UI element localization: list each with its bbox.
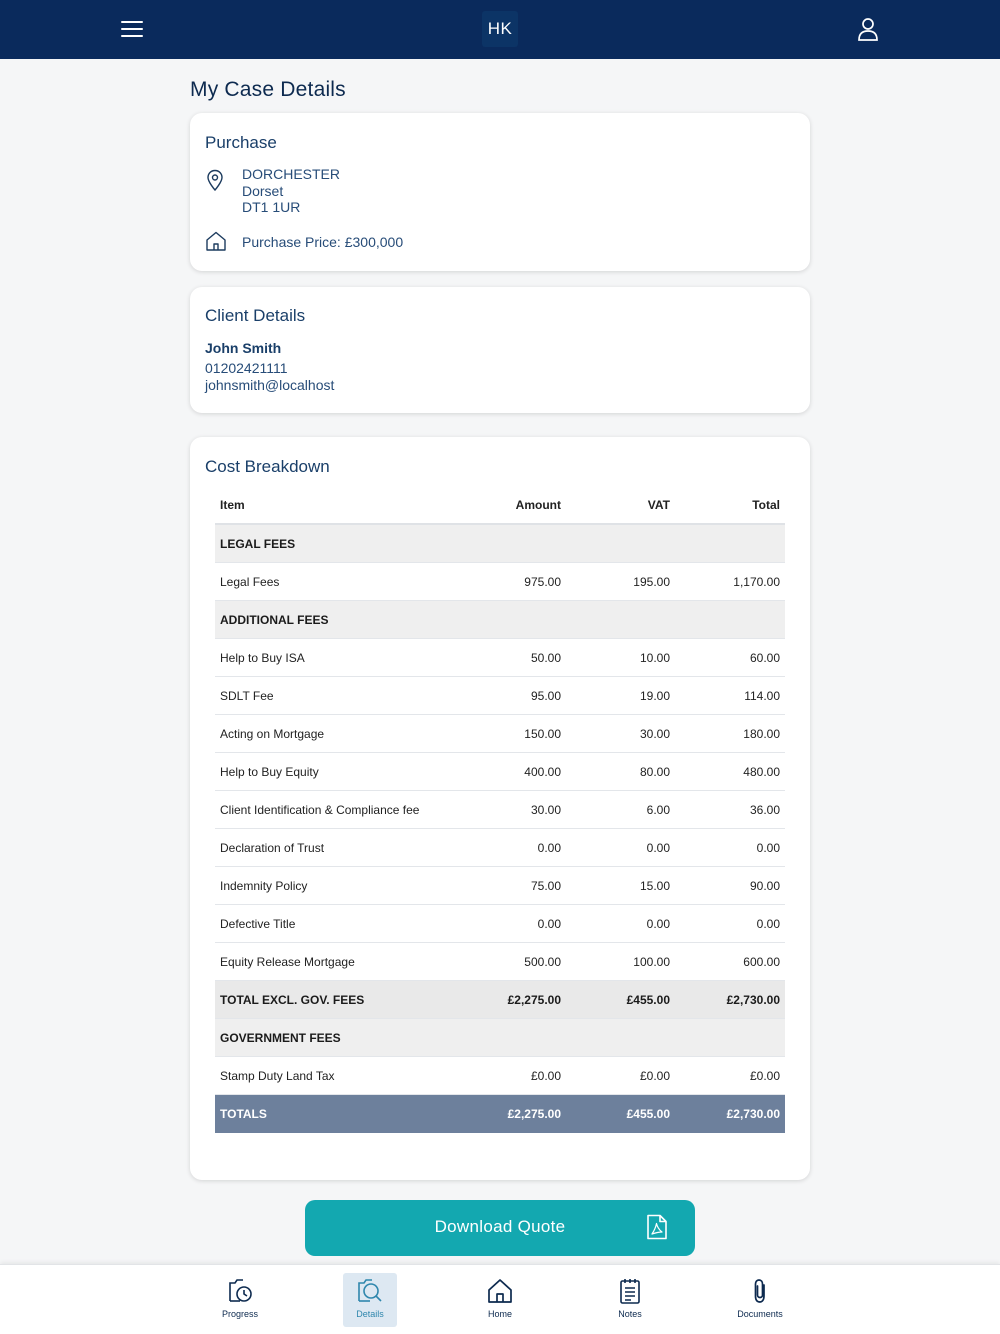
cell-total: 180.00 (743, 726, 780, 741)
app-logo[interactable]: HK (482, 11, 518, 47)
cost-breakdown-card (190, 437, 810, 1180)
cell-total: £0.00 (749, 1068, 780, 1083)
cell-vat: 30.00 (639, 726, 670, 741)
column-header-item: Item (220, 498, 245, 512)
table-row (215, 829, 785, 867)
table-row (215, 1057, 785, 1095)
cell-item: Defective Title (220, 916, 296, 931)
table-subtotal-row (215, 981, 785, 1019)
cell-amount: £0.00 (530, 1068, 561, 1083)
nav-label-details: Details (356, 1309, 384, 1319)
nav-label-home: Home (487, 1309, 512, 1319)
cell-amount: 0.00 (537, 916, 561, 931)
cell-item: Acting on Mortgage (220, 726, 325, 741)
cell-vat: 80.00 (639, 764, 670, 779)
table-section-row (215, 1019, 785, 1057)
address-line-2: Dorset (242, 182, 284, 199)
house-icon (205, 231, 227, 251)
cell-item: ADDITIONAL FEES (220, 612, 329, 627)
hamburger-menu-icon[interactable] (116, 14, 148, 44)
table-row (215, 753, 785, 791)
top-bar (0, 0, 1000, 59)
cell-amount: 150.00 (524, 726, 561, 741)
progress-clock-icon (226, 1277, 254, 1305)
cost-breakdown-title: Cost Breakdown (205, 457, 330, 476)
table-header (215, 487, 785, 525)
table-section-row (215, 601, 785, 639)
cell-vat: 6.00 (646, 802, 670, 817)
cell-vat: 195.00 (633, 574, 670, 589)
cell-total: 600.00 (743, 954, 780, 969)
purchase-card (190, 113, 810, 271)
cell-vat: 0.00 (646, 840, 670, 855)
table-totals-row (215, 1095, 785, 1133)
cell-item: TOTAL EXCL. GOV. FEES (220, 992, 365, 1007)
purchase-title: Purchase (205, 133, 277, 152)
cell-amount: 0.00 (537, 840, 561, 855)
client-phone[interactable]: 01202421111 (205, 360, 288, 376)
cell-total: 60.00 (749, 650, 780, 665)
table-row (215, 943, 785, 981)
cell-amount: 400.00 (524, 764, 561, 779)
cost-table (215, 487, 785, 1133)
cell-total: 114.00 (744, 688, 780, 703)
download-quote-button[interactable] (305, 1200, 695, 1256)
nav-label-documents: Documents (737, 1309, 783, 1319)
nav-item-home[interactable] (473, 1273, 527, 1327)
column-header-vat: VAT (647, 498, 670, 512)
address-line-1: DORCHESTER (242, 166, 341, 182)
paperclip-icon (746, 1277, 774, 1305)
details-search-icon (356, 1277, 384, 1305)
cell-item: LEGAL FEES (220, 536, 296, 551)
purchase-price: Purchase Price: £300,000 (242, 234, 404, 250)
cell-item: Indemnity Policy (220, 878, 308, 893)
download-quote-label: Download Quote (434, 1217, 566, 1236)
location-pin-icon (205, 169, 225, 191)
cell-total: £2,730.00 (726, 1107, 780, 1121)
column-header-total: Total (752, 498, 780, 512)
cell-amount: 75.00 (530, 878, 561, 893)
cell-vat: £0.00 (639, 1068, 670, 1083)
client-email[interactable]: johnsmith@localhost (205, 377, 335, 393)
nav-item-notes[interactable] (603, 1273, 657, 1327)
cell-item: Legal Fees (220, 574, 280, 589)
column-header-amount: Amount (515, 498, 561, 512)
cell-item: Equity Release Mortgage (220, 954, 355, 969)
cell-amount: £2,275.00 (507, 992, 561, 1007)
cell-amount: £2,275.00 (507, 1107, 561, 1121)
property-address (242, 166, 340, 216)
cell-total: 1,170.00 (733, 574, 780, 589)
cell-item: Help to Buy ISA (220, 650, 305, 665)
nav-label-notes: Notes (618, 1309, 642, 1319)
nav-item-details[interactable] (343, 1273, 397, 1327)
client-details-title: Client Details (205, 306, 306, 325)
cell-item: TOTALS (220, 1107, 267, 1121)
client-name: John Smith (205, 340, 282, 356)
cell-amount: 95.00 (530, 688, 561, 703)
cell-total: 36.00 (749, 802, 780, 817)
cell-item: Declaration of Trust (220, 840, 325, 855)
nav-item-documents[interactable] (733, 1273, 787, 1327)
cell-vat: 0.00 (646, 916, 670, 931)
pdf-file-icon (646, 1214, 668, 1240)
cell-vat: 19.00 (639, 688, 670, 703)
address-line-3: DT1 1UR (242, 199, 301, 215)
notes-icon (616, 1277, 644, 1305)
cell-amount: 50.00 (530, 650, 561, 665)
cell-amount: 30.00 (530, 802, 561, 817)
table-section-row (215, 525, 785, 563)
cell-vat: £455.00 (626, 992, 670, 1007)
cell-item: Help to Buy Equity (220, 764, 319, 779)
cell-total: 90.00 (749, 878, 780, 893)
table-row (215, 639, 785, 677)
cell-item: SDLT Fee (220, 688, 274, 703)
cell-item: Stamp Duty Land Tax (220, 1068, 335, 1083)
cell-total: 0.00 (756, 840, 780, 855)
cell-total: 480.00 (743, 764, 780, 779)
bottom-navigation (0, 1264, 1000, 1334)
cell-amount: 975.00 (524, 574, 561, 589)
table-row (215, 563, 785, 601)
cell-vat: 100.00 (633, 954, 670, 969)
table-row (215, 905, 785, 943)
cell-total: 0.00 (756, 916, 780, 931)
table-row (215, 791, 785, 829)
table-body (215, 525, 785, 1133)
table-row (215, 867, 785, 905)
home-icon (486, 1277, 514, 1305)
cell-total: £2,730.00 (726, 992, 780, 1007)
cell-vat: 10.00 (639, 650, 670, 665)
client-details-card (190, 287, 810, 413)
table-row (215, 715, 785, 753)
nav-label-progress: Progress (221, 1309, 258, 1319)
cell-vat: £455.00 (626, 1107, 670, 1121)
nav-item-progress[interactable] (213, 1273, 267, 1327)
cell-amount: 500.00 (524, 954, 561, 969)
user-profile-icon[interactable] (854, 15, 882, 43)
cell-item: Client Identification & Compliance fee (220, 802, 420, 817)
page-title: My Case Details (190, 78, 346, 101)
table-row (215, 677, 785, 715)
cell-item: GOVERNMENT FEES (220, 1030, 341, 1045)
cell-vat: 15.00 (639, 878, 670, 893)
